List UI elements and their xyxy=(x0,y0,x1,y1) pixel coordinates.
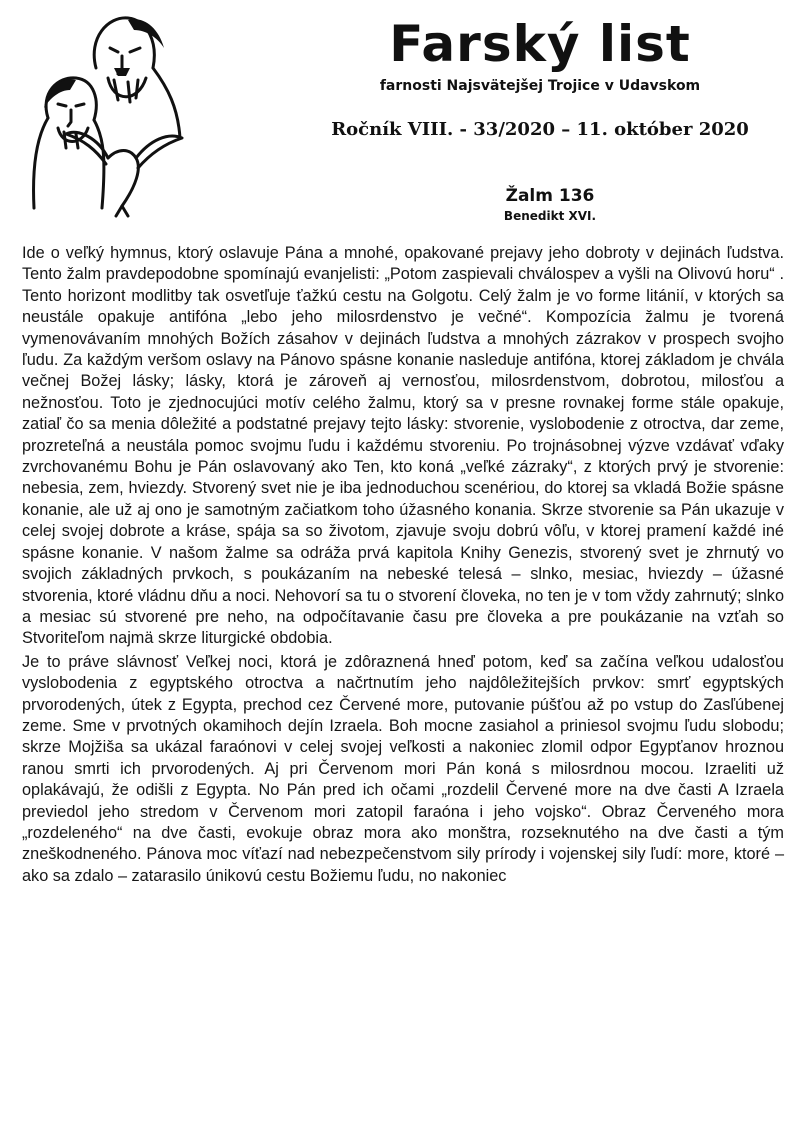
parish-logo xyxy=(18,8,200,218)
article-author: Benedikt XVI. xyxy=(503,209,597,223)
newsletter-title: Farský list xyxy=(389,15,691,73)
article-body xyxy=(22,243,784,887)
article-paragraph: Je to práve slávnosť Veľkej noci, ktorá je zdôraznená hneď potom, keď sa začína veľkou udalosťou vyslobodenia z egyptského otroctva a načrtnutím jeho najdôležitejších prvkov: smrť egyptských prvorodených, útek z Egypta, prechod cez Červené more, putovanie púšťou až po vstup do Zasľúbenej zeme. Sme v prvotných okamihoch dejín Izraela. Boh mocne zasiahol a priniesol svojmu ľudu slobodu; skrze Mojžiša sa ukázal faraónovi v celej svojej veľkosti a nakoniec zlomil odpor Egypťanov hroznou ranou smrti ich prvorodených. Aj pri Červenom mori Pán koná s milosrdnou mocou. Izraeliti už oplakávajú, že odišli z Egypta. No Pán pred ich očami „rozdelil Červené more na dve časti A Izraela previedol jeho stredom v Červenom mori zatopil faraóna i jeho vojsko“. Obraz Červeného mora „rozdeleného“ na dve časti, evokuje obraz mora ako monštra, rozseknutého na dve časti a tým zneškodneného. Pánova moc víťazí nad nebezpečenstvom sily prírody i vojenskej sily ľudí: more, ktoré – ako sa zdalo – zatarasilo únikovú cestu Božiemu ľudu, no nakoniec xyxy=(22,652,784,885)
masthead xyxy=(290,14,790,142)
article-paragraph: Ide o veľký hymnus, ktorý oslavuje Pána a mnohé, opakované prejavy jeho dobroty v dejinách ľudstva. Tento žalm pravdepodobne spomínajú evanjelisti: „Potom zaspievali chválospev a vyšli na Olivovú horu“ . Tento horizont modlitby tak osvetľuje ťažkú cestu na Golgotu. Celý žalm je vo forme litánií, v ktorých sa neustále opakuje antifóna „lebo jeho milosrdenstvo je večné“. Kompozícia žalmu je tvorená vymenovávaním mnohých Božích zásahov v dejinách ľudstva a mnohých zázrakov v prospech svojho ľudu. Za každým veršom oslavy na Pánovo spásne konanie nasleduje antifóna, ktorej základom je chvála večnej Božej lásky; lásky, ktorá je zároveň aj vernosťou, milosrdenstvom, dobrotou, milosťou a nežnosťou. Toto je zjednocujúci motív celého žalmu, ktorý sa v presne rovnakej forme stále opakuje, zatiaľ čo sa menia dôležité a podstatné prejavy tejto lásky: stvorenie, vyslobodenie z otroctva, dar zeme, prozreteľná a neustála pomoc svojmu ľudu i každému stvoreniu. Po trojnásobnej výzve vzdávať vďaky zvrchovanému Bohu je Pán oslavovaný ako Ten, kto koná „veľké zázraky“, z ktorých prvý je stvorenie: nebesia, zem, hviezdy. Stvorený svet nie je iba jednoduchou scenériou, do ktorej sa vkladá Božie spásne konanie, ale už aj ono je samotným začiatkom toho úžasného konania. Skrze stvorenie sa Pán ukazuje v celej svojej dobrote a kráse, spája sa so životom, zjavuje svoju dobrú vôľu, v ktorej pramení každé iné spásne konanie. V našom žalme sa odráža prvá kapitola Knihy Genezis, stvorený svet je zhrnutý vo svojich základných prvkoch, s poukázaním na nebeské telesá – slnko, mesiac, hviezdy – úžasné stvorenia, ktoré vládnu dňu a noci. Nehovorí sa tu o stvorení človeka, no ten je v tom vždy zahrnutý; slnko a mesiac sú stvorené pre neho, na odpočítavanie času pre človeka a pre poukázanie na vzťah so Stvoriteľom najmä skrze liturgické obdobia. xyxy=(22,244,784,648)
issue-line: Ročník VIII. - 33/2020 – 11. október 2020 xyxy=(331,119,749,140)
article-title: Žalm 136 xyxy=(505,186,595,206)
article-header xyxy=(400,185,700,224)
newsletter-subtitle: farnosti Najsvätejšej Trojice v Udavskom xyxy=(379,78,701,94)
